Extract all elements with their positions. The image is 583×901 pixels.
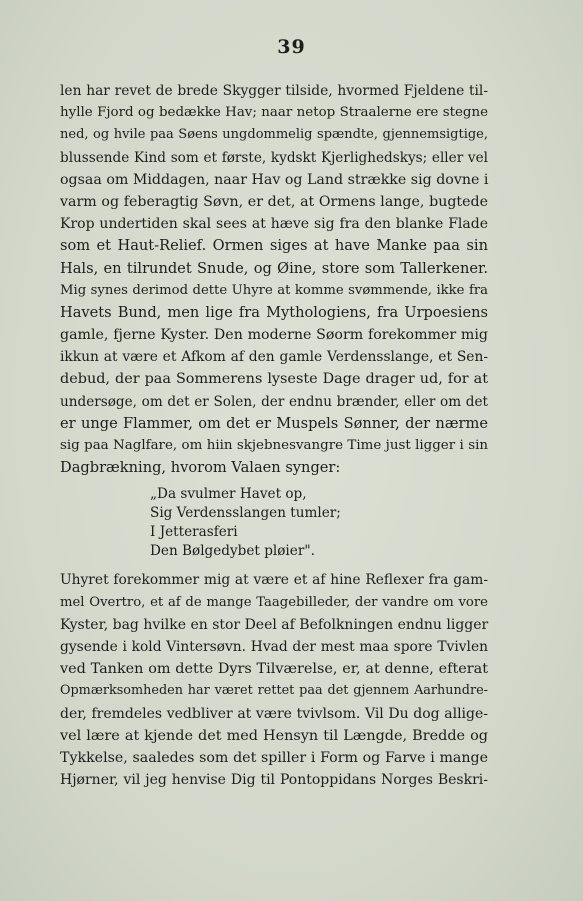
verse-line: Sig Verdensslangen tumler; <box>150 505 341 522</box>
verse-quote <box>150 485 488 561</box>
text-line: blussende Kind som et første, kydskt Kjerlighedskys; eller vel <box>60 149 488 166</box>
text-line: len har revet de brede Skygger tilside, hvormed Fjeldene til- <box>60 83 488 99</box>
text-line: ned, og hvile paa Søens ungdommelig spændte, gjennemsigtige, <box>60 127 488 143</box>
text-line: Mig synes derimod dette Uhyre at komme svømmende, ikke fra <box>60 282 488 298</box>
text-line: som et Haut-Relief. Ormen siges at have Manke paa sin <box>60 237 488 255</box>
text-line: mel Overtro, et af de mange Taagebilleder, der vandre om vore <box>60 594 488 610</box>
text-line: der, fremdeles vedbliver at være tvivlsom. Vil Du dog allige- <box>60 705 488 722</box>
text-line: Uhyret forekommer mig at være et af hine Reflexer fra gam- <box>60 572 488 589</box>
text-line: er unge Flammer, om det er Muspels Sønner, der nærme <box>60 414 488 432</box>
text-line: gamle, fjerne Kyster. Den moderne Søorm forekommer mig <box>60 327 488 344</box>
text-line: Hals, en tilrundet Snude, og Øine, store som Tallerkener. <box>60 259 488 277</box>
text-line: gysende i kold Vintersøvn. Hvad der mest maa spore Tvivlen <box>60 638 488 655</box>
text-line: debud, der paa Sommerens lyseste Dage drager ud, for at <box>60 371 488 388</box>
text-line: Dagbrækning, hvorom Valaen synger: <box>60 459 341 477</box>
body-text <box>60 80 488 791</box>
text-line: varm og feberagtig Søvn, er det, at Ormens lange, bugtede <box>60 193 488 210</box>
text-line: Kyster, bag hvilke en stor Deel af Befolkningen endnu ligger <box>60 616 489 633</box>
text-line: Hjørner, vil jeg henvise Dig til Pontoppidans Norges Beskri- <box>60 772 488 789</box>
text-line: sig paa Naglfare, om hiin skjebnesvangre Time just ligger i sin <box>60 438 488 453</box>
text-line: Havets Bund, men lige fra Mythologiens, fra Urpoesiens <box>60 303 488 321</box>
text-line: Krop undertiden skal sees at hæve sig fra den blanke Flade <box>60 216 488 233</box>
text-line: ogsaa om Middagen, naar Hav og Land strække sig dovne i <box>60 171 489 188</box>
text-line: ikkun at være et Afkom af den gamle Verdensslange, et Sen- <box>60 349 488 366</box>
text-line: Opmærksomheden har været rettet paa det gjennem Aarhundre- <box>60 683 488 699</box>
text-line: hylle Fjord og bedække Hav; naar netop Straalerne ere stegne <box>60 105 488 121</box>
paragraph-2 <box>60 569 488 791</box>
text-line: vel lære at kjende det med Hensyn til Længde, Bredde og <box>60 727 488 744</box>
verse-line: „Da svulmer Havet op, <box>150 486 307 503</box>
text-line: undersøge, om det er Solen, der endnu brænder, eller om det <box>60 393 488 410</box>
verse-line: Den Bølgedybet pløier". <box>150 543 315 560</box>
text-line: Tykkelse, saaledes som det spiller i Form og Farve i mange <box>60 749 488 766</box>
page-number: 39 <box>277 36 306 58</box>
paragraph-1 <box>60 80 488 479</box>
verse-line: I Jetterasferi <box>150 524 238 541</box>
text-line: ved Tanken om dette Dyrs Tilværelse, er, at denne, efterat <box>60 661 488 678</box>
